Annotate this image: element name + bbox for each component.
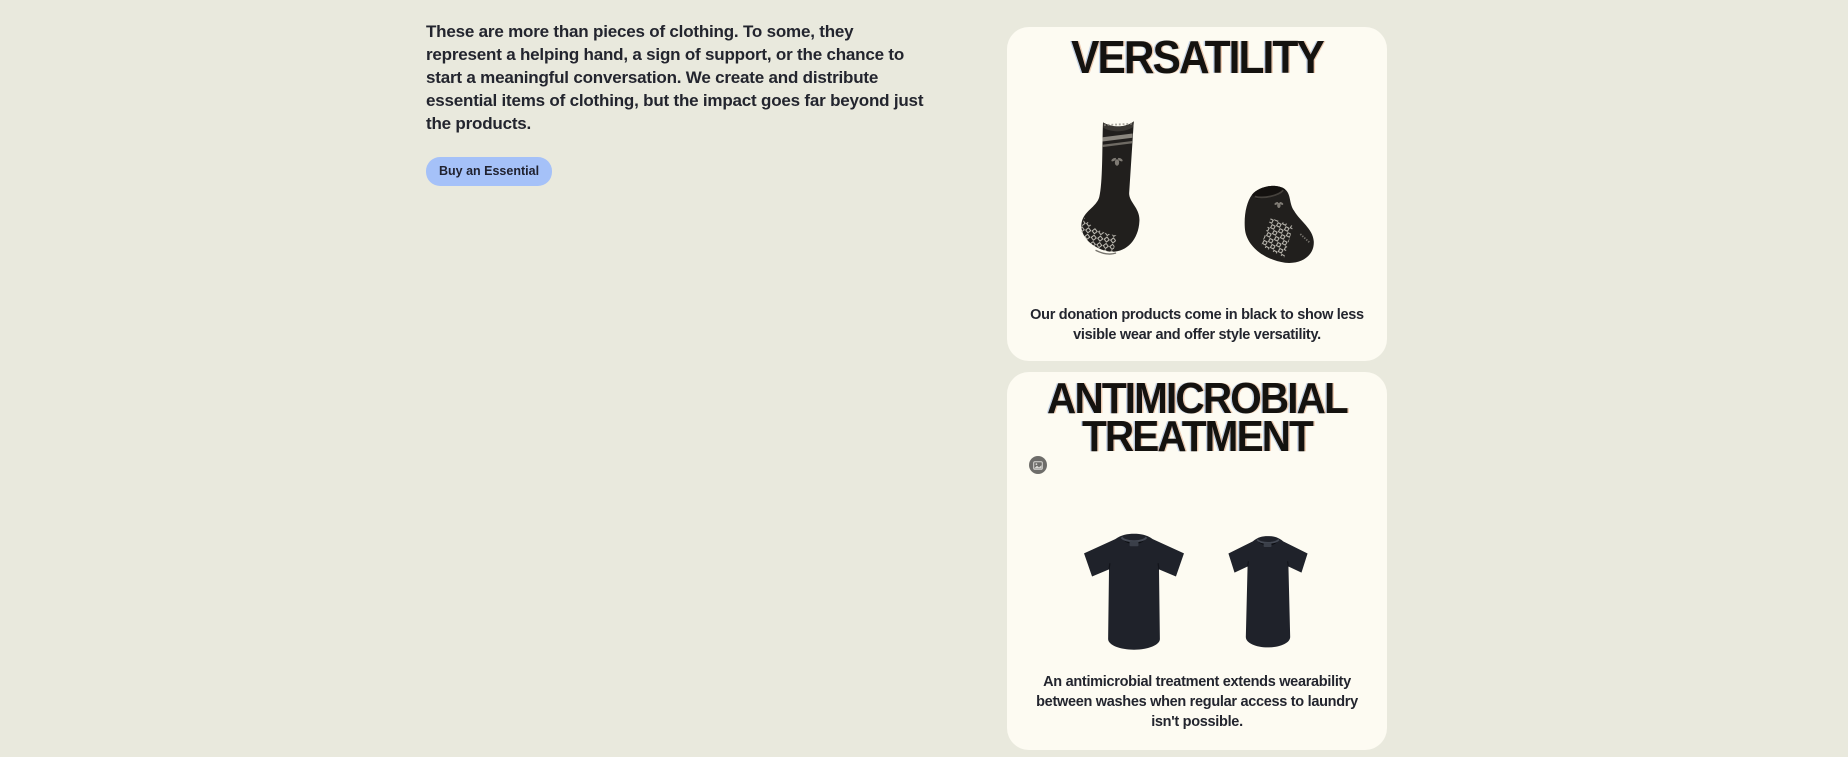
tshirts-image-row	[1007, 488, 1387, 656]
socks-image-row	[1007, 99, 1387, 269]
antimicrobial-card	[1007, 372, 1387, 750]
buy-essential-button[interactable]: Buy an Essential	[426, 157, 552, 186]
feature-cards	[1007, 27, 1387, 750]
paragraph-line: start a meaningful conversation. We create and distribute	[426, 68, 879, 87]
crew-sock-image	[1075, 111, 1159, 269]
caption-line: visible wear and offer style versatility.	[1073, 327, 1321, 343]
antimicrobial-caption	[1007, 672, 1387, 732]
title-line: ANTIMICROBIAL	[1047, 374, 1347, 423]
paragraph-line: the products.	[426, 114, 532, 133]
versatility-card	[1007, 27, 1387, 361]
intro-section	[426, 20, 1046, 186]
title-line: VERSATILITY	[1071, 31, 1323, 83]
antimicrobial-title	[1022, 374, 1372, 461]
mens-tshirt-image	[1076, 531, 1192, 656]
ankle-sock-image	[1219, 175, 1319, 269]
intro-paragraph	[426, 20, 1046, 135]
womens-tshirt-image	[1218, 531, 1318, 656]
caption-line: between washes when regular access to laundry	[1036, 694, 1358, 710]
caption-line: Our donation products come in black to show less	[1030, 307, 1364, 323]
paragraph-line: These are more than pieces of clothing. To some, they	[426, 22, 854, 41]
versatility-caption	[1007, 305, 1387, 345]
title-line: TREATMENT	[1081, 412, 1313, 461]
caption-line: isn't possible.	[1151, 714, 1243, 730]
paragraph-line: represent a helping hand, a sign of support, or the chance to	[426, 45, 905, 64]
paragraph-line: essential items of clothing, but the impact goes far beyond just	[426, 91, 924, 110]
broken-image-icon	[1029, 456, 1047, 474]
caption-line: An antimicrobial treatment extends wearability	[1043, 674, 1351, 690]
versatility-title	[1022, 31, 1372, 83]
